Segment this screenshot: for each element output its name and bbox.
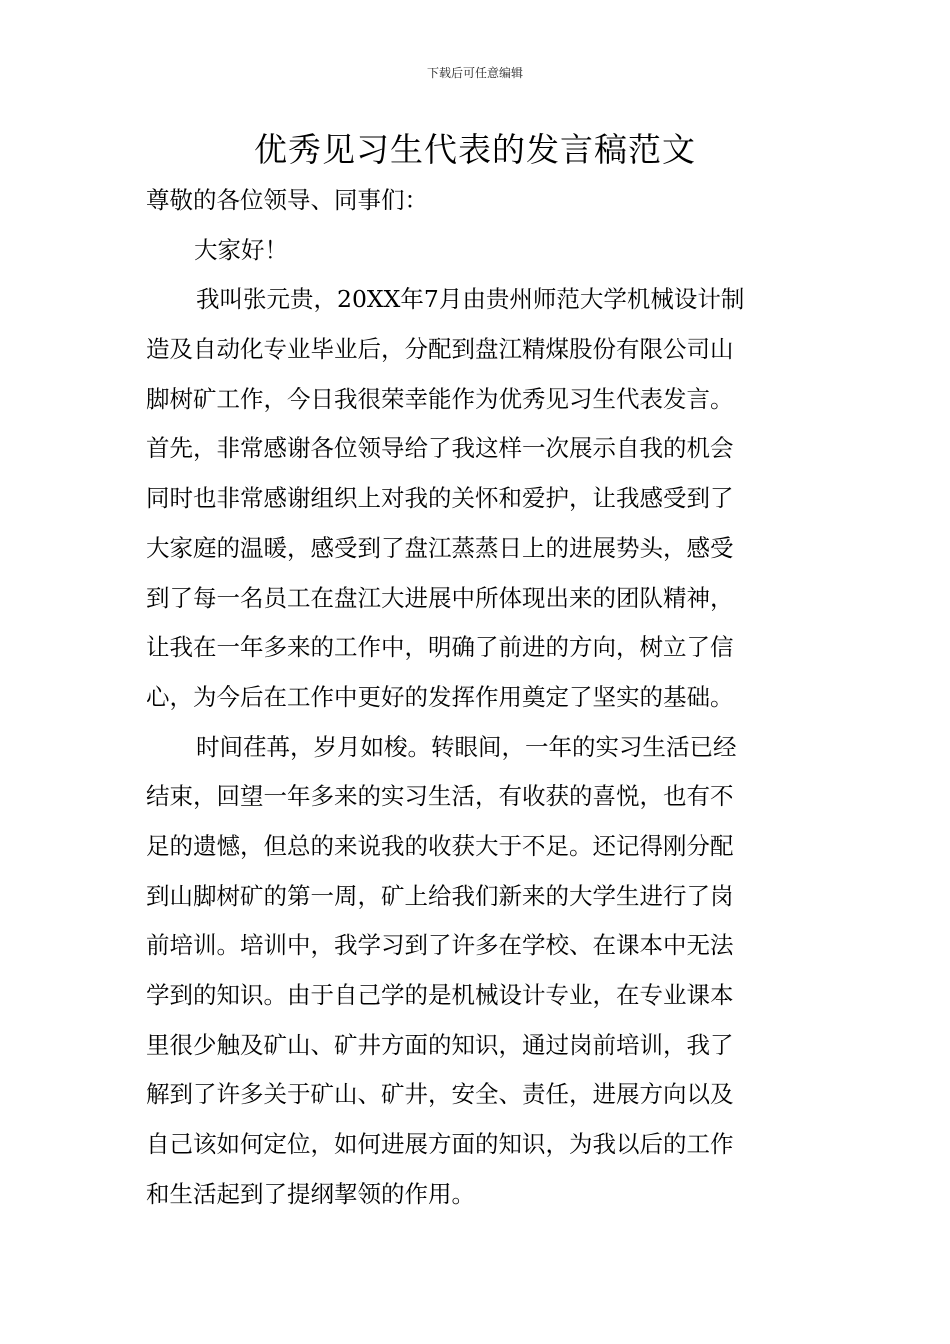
greeting: 大家好！ bbox=[194, 235, 288, 264]
paragraph-line: 我叫张元贵，20XX年7月由贵州师范大学机械设计制 bbox=[196, 285, 745, 314]
paragraph-line: 首先，非常感谢各位领导给了我这样一次展示自我的机会 bbox=[146, 434, 734, 463]
header-note: 下载后可任意编辑 bbox=[426, 66, 523, 80]
page-title: 优秀见习生代表的发言稿范文 bbox=[254, 130, 696, 169]
paragraph-line: 到山脚树矿的第一周，矿上给我们新来的大学生进行了岗 bbox=[146, 881, 734, 910]
paragraph-line: 同时也非常感谢组织上对我的关怀和爱护，让我感受到了 bbox=[146, 484, 734, 513]
salutation: 尊敬的各位领导、同事们： bbox=[146, 186, 428, 214]
paragraph-line: 足的遗憾，但总的来说我的收获大于不足。还记得刚分配 bbox=[146, 831, 734, 860]
paragraph-line: 让我在一年多来的工作中，明确了前进的方向，树立了信 bbox=[146, 633, 734, 662]
paragraph-line: 时间荏苒，岁月如梭。转眼间，一年的实习生活已经 bbox=[196, 732, 737, 761]
paragraph-line: 解到了许多关于矿山、矿井，安全、责任，进展方向以及 bbox=[146, 1080, 734, 1109]
paragraph-line: 到了每一名员工在盘江大进展中所体现出来的团队精神， bbox=[146, 583, 734, 612]
paragraph-2 bbox=[146, 723, 806, 1220]
paragraph-line: 自己该如何定位，如何进展方面的知识，为我以后的工作 bbox=[146, 1130, 734, 1159]
document-body bbox=[146, 176, 806, 1219]
paragraph-line: 结束，回望一年多来的实习生活，有收获的喜悦，也有不 bbox=[146, 782, 734, 811]
paragraph-line: 造及自动化专业毕业后，分配到盘江精煤股份有限公司山 bbox=[146, 335, 734, 364]
paragraph-line: 里很少触及矿山、矿井方面的知识，通过岗前培训，我了 bbox=[146, 1030, 734, 1059]
paragraph-line: 大家庭的温暖，感受到了盘江蒸蒸日上的进展势头，感受 bbox=[146, 533, 734, 562]
paragraph-line: 心，为今后在工作中更好的发挥作用奠定了坚实的基础。 bbox=[146, 682, 734, 711]
paragraph-line: 学到的知识。由于自己学的是机械设计专业，在专业课本 bbox=[146, 981, 734, 1009]
paragraph-1 bbox=[146, 275, 806, 722]
paragraph-line: 和生活起到了提纲挈领的作用。 bbox=[146, 1179, 475, 1208]
paragraph-line: 脚树矿工作，今日我很荣幸能作为优秀见习生代表发言。 bbox=[146, 384, 734, 413]
paragraph-line: 前培训。培训中，我学习到了许多在学校、在课本中无法 bbox=[146, 931, 734, 960]
